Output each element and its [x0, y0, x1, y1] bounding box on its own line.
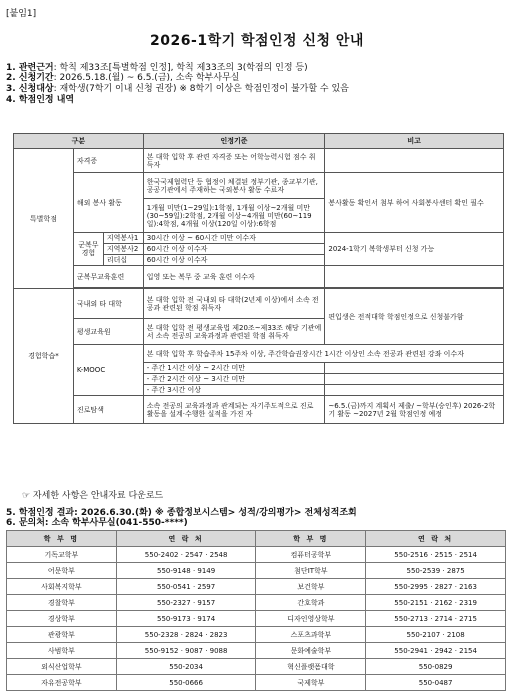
contact-header-dept1: 학 부 명 [7, 531, 117, 547]
group-experience: 경험학습* [14, 289, 74, 424]
dept-phone: 550-9148 · 9149 [116, 563, 256, 579]
dept-name: 보건학부 [256, 579, 366, 595]
group-special: 특별학점 [14, 149, 74, 289]
dept-phone: 550-0487 [366, 675, 506, 691]
table-row [7, 595, 506, 611]
table-row [7, 659, 506, 675]
dept-name: 사범학부 [7, 643, 117, 659]
row-volunteer-criteria2: 1개월 미만(1~29일):1학점, 1개월 이상~2개월 미만(30~59일):2학점, 2개월 이상~4개월 미만(60~119일):4학점, 4개월 이상(120일 이상):6학점 [143, 199, 325, 233]
dept-name: 첨단IT학부 [256, 563, 366, 579]
dept-phone: 550-2034 [116, 659, 256, 675]
row-other-univ-criteria: 본 대학 입학 전 국내외 타 대학(2년제 이상)에서 소속 전공과 관련된 학점 취득자 [143, 289, 325, 319]
row-lifelong-note: 편입생은 전적대학 학점인정으로 신청불가함 [325, 289, 504, 345]
dept-phone: 550-2402 · 2547 · 2548 [116, 547, 256, 563]
dept-phone: 550-0666 [116, 675, 256, 691]
table-row [7, 579, 506, 595]
dept-phone: 550-2107 · 2108 [366, 627, 506, 643]
dept-name: 간호학과 [256, 595, 366, 611]
dept-name: 관광학부 [7, 627, 117, 643]
row-lifelong-name: 평생교육원 [73, 319, 143, 345]
dept-name: 자유전공학부 [7, 675, 117, 691]
row-military-sub1-criteria: 30시간 이상 ~ 60시간 미만 이수자 [143, 233, 325, 244]
table-row [7, 675, 506, 691]
credit-table [13, 133, 504, 424]
dept-name: 사회복지학부 [7, 579, 117, 595]
contact-header-phone1: 연 락 처 [116, 531, 256, 547]
dept-phone: 550-0541 · 2597 [116, 579, 256, 595]
dept-name: 기독교학부 [7, 547, 117, 563]
item-target: 3. 신청대상: 재학생(7학기 이내 신청 권장) ※ 8학기 이상은 학점인정이 불가할 수 있음 [6, 84, 349, 94]
dept-phone: 550-2327 · 9157 [116, 595, 256, 611]
dept-phone: 550-9173 · 9174 [116, 611, 256, 627]
item-period: 2. 신청기간: 2026.5.18.(월) ~ 6.5.(금), 소속 학부사무실 [6, 73, 240, 83]
table-row [7, 643, 506, 659]
row-career-criteria: 소속 전공의 교육과정과 관계되는 자기주도적으로 진로 활동을 설계·수행한 실적을 가진 자 [143, 396, 325, 424]
dept-phone: 550-2941 · 2942 · 2154 [366, 643, 506, 659]
dept-name: 경찰학부 [7, 595, 117, 611]
row-kmooc-sub2: - 주간 2시간 이상 ~ 3시간 미만 [143, 374, 325, 385]
dept-phone: 550-2713 · 2714 · 2715 [366, 611, 506, 627]
row-cert-name: 자격증 [73, 149, 143, 173]
row-military-sub3-criteria: 60시간 이상 이수자 [143, 255, 325, 266]
row-kmooc-sub1: - 주간 1시간 이상 ~ 2시간 미만 [143, 363, 325, 374]
dept-name: 문화예술학부 [256, 643, 366, 659]
dept-phone: 550-2151 · 2162 · 2319 [366, 595, 506, 611]
row-volunteer-name: 해외 봉사 활동 [73, 173, 143, 233]
table-row [7, 547, 506, 563]
row-military-sub2: 지역봉사2 [103, 244, 143, 255]
item-result: 5. 학점인정 결과: 2026.6.30.(화) ※ 종합정보시스템> 성적/강의평가> 전체성적조회 [6, 508, 357, 518]
attachment-label: [붙임1] [6, 9, 37, 19]
row-lifelong-criteria: 본 대학 입학 전 평생교육법 제20조~제33조 해당 기관에서 소속 전공의 교육과정과 관련된 학점 취득자 [143, 319, 325, 345]
page-title: 2026-1학기 학점인정 신청 안내 [150, 33, 364, 49]
header-category: 구분 [14, 134, 144, 149]
row-other-univ-name: 국내외 타 대학 [73, 289, 143, 319]
row-volunteer-note: 봉사활동 확인서 첨부 하여 사회봉사센터 확인 필수 [325, 173, 504, 233]
dept-name: 경상학부 [7, 611, 117, 627]
row-kmooc-criteria: 본 대학 입학 후 학습주차 15주차 이상, 주간학습권장시간 1시간 이상인 소속 전공과 관련된 강좌 이수자 [143, 345, 503, 363]
dept-name: 디자인영상학부 [256, 611, 366, 627]
item-contact: 6. 문의처: 소속 학부사무실(041-550-****) [6, 518, 188, 528]
row-kmooc-name: K-MOOC [73, 345, 143, 396]
row-career-name: 진로탐색 [73, 396, 143, 424]
dept-phone: 550-2328 · 2824 · 2823 [116, 627, 256, 643]
row-military-note: 2024-1학기 복학생부터 신청 가능 [325, 233, 504, 266]
dept-name: 스포츠과학부 [256, 627, 366, 643]
download-note[interactable]: ☞ 자세한 사항은 안내자료 다운로드 [22, 491, 164, 501]
row-volunteer-criteria1: 한국국제협력단 등 협정이 체결된 정부기관, 종교부기관, 공공기관에서 주재하는 국외봉사 활동 수료자 [143, 173, 325, 199]
contact-table [6, 530, 506, 691]
row-kmooc-sub3: - 주간 3시간 이상 [143, 385, 325, 396]
dept-phone: 550-2516 · 2515 · 2514 [366, 547, 506, 563]
row-cert-criteria: 본 대학 입학 후 관련 자격증 또는 어학능력시험 점수 취득자 [143, 149, 325, 173]
dept-phone: 550-2539 · 2875 [366, 563, 506, 579]
dept-phone: 550-0829 [366, 659, 506, 675]
item-details: 4. 학점인정 내역 [6, 95, 75, 105]
dept-name: 어문학부 [7, 563, 117, 579]
row-military-sub3: 리더십 [103, 255, 143, 266]
row-military-group: 군복무 경험 [73, 233, 103, 266]
row-military-edu-name: 군복무교육훈련 [73, 266, 143, 288]
row-military-sub2-criteria: 60시간 이상 이수자 [143, 244, 325, 255]
row-career-note: ~6.5.(금)까지 계획서 제출/ ~학부(승인후) 2026-2학기 활동 ~2027년 2월 학점인정 예정 [325, 396, 504, 424]
table-row [7, 611, 506, 627]
table-row [7, 627, 506, 643]
row-military-sub1: 지역봉사1 [103, 233, 143, 244]
row-military-edu-criteria: 입영 또는 복무 중 교육 훈련 이수자 [143, 266, 325, 288]
header-criteria: 인정기준 [143, 134, 325, 149]
dept-phone: 550-2995 · 2827 · 2163 [366, 579, 506, 595]
dept-phone: 550-9152 · 9087 · 9088 [116, 643, 256, 659]
dept-name: 국제학부 [256, 675, 366, 691]
header-note: 비고 [325, 134, 504, 149]
dept-name: 혁신플랫폼대학 [256, 659, 366, 675]
contact-header-dept2: 학 부 명 [256, 531, 366, 547]
dept-name: 컴퓨터공학부 [256, 547, 366, 563]
dept-name: 외식산업학부 [7, 659, 117, 675]
item-basis: 1. 관련근거: 학칙 제33조[특별학점 인정], 학칙 제33조의 3(학점의 인정 등) [6, 63, 308, 73]
contact-header-phone2: 연 락 처 [366, 531, 506, 547]
table-row [7, 563, 506, 579]
